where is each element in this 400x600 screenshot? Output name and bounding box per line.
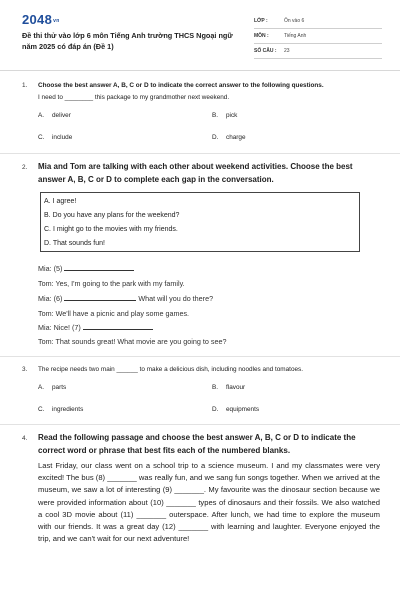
logo-suffix: vn	[53, 17, 60, 24]
option-letter: D.	[44, 240, 51, 247]
meta-row-count	[254, 44, 382, 59]
option-letter: A.	[44, 198, 51, 205]
question-number: 3.	[22, 366, 28, 373]
dialogue-text: Tom: Yes, I'm going to the park with my family.	[38, 279, 185, 288]
dialogue-line	[38, 323, 153, 332]
dialogue-line	[38, 309, 189, 318]
meta-table	[254, 14, 382, 59]
dialogue-line	[38, 294, 213, 303]
option-d[interactable]: D. charge	[212, 134, 246, 141]
question-instruction: Mia and Tom are talking with each other about weekend activities. Choose the best answer A, B, C or D to complete each gap in the conversation.	[38, 162, 353, 184]
dialogue-line	[38, 264, 134, 273]
meta-value: 23	[284, 48, 290, 54]
logo-text: 2048	[22, 12, 53, 27]
question-number: 2.	[22, 164, 28, 171]
document-title: Đề thi thử vào lớp 6 môn Tiếng Anh trường THCS Ngoại ngữ năm 2025 có đáp án (Đề 1)	[22, 31, 233, 51]
question-number: 1.	[22, 82, 28, 89]
option-a[interactable]: A. deliver	[38, 112, 71, 119]
option-letter: B.	[44, 212, 51, 219]
answer-blank[interactable]	[64, 264, 134, 271]
answer-blank[interactable]	[64, 294, 136, 301]
option-text: I might go to the movies with my friends.	[52, 226, 178, 233]
document-header	[0, 0, 400, 68]
site-logo[interactable]	[22, 12, 60, 27]
question-stem: I need to ________ this package to my grandmother next weekend.	[38, 94, 230, 101]
dialogue-text: Tom: We'll have a picnic and play some games.	[38, 309, 190, 318]
option-text: flavour	[226, 384, 246, 391]
question-divider	[0, 153, 400, 154]
question-number: 4.	[22, 435, 28, 442]
meta-row-class	[254, 14, 382, 29]
meta-value: Ôn vào 6	[284, 18, 305, 24]
reading-passage: Last Friday, our class went on a school trip to a science museum. I and my classmates were very excited! The bus (8) _______ was really fun, and we sang fun songs together. When we arrived at the museum, we saw a lot of interesting (9) _______. My favourite was the dinosaur section because we were provided information about (10) _______ types of dinosaurs and their fossils. We also watched a cool 3D movie about (11) _______ outerspace. After lunch, we had time to explore the museum with our friends. It was a great day (12) _______ with learning and laughter. Everyone enjoyed the trip, and we can't wait for our next adventure!	[38, 461, 380, 544]
dialogue-line	[38, 279, 185, 288]
option-b[interactable]: B. pick	[212, 112, 238, 119]
meta-key: SỐ CÂU :	[254, 48, 277, 54]
box-option-d[interactable]	[44, 237, 356, 251]
box-option-c[interactable]	[44, 223, 356, 237]
dialogue-text: Mia: (6)	[38, 294, 65, 303]
dialogue-text: Mia: Nice! (7)	[38, 323, 83, 332]
question-instruction: Read the following passage and choose the best answer A, B, C or D to indicate the correct word or phrase that best fits each of the numbered blanks.	[38, 433, 356, 455]
option-text: charge	[226, 134, 246, 141]
option-c[interactable]: C. include	[38, 134, 73, 141]
answer-blank[interactable]	[83, 323, 153, 330]
meta-key: LỚP :	[254, 18, 268, 24]
option-text: parts	[52, 384, 67, 391]
dialogue-text: What will you do there?	[136, 294, 214, 303]
meta-value: Tiếng Anh	[284, 33, 307, 39]
option-text: I agree!	[52, 198, 77, 205]
dialogue-line	[38, 337, 226, 346]
option-text: equipments	[226, 406, 260, 413]
option-d[interactable]: D. equipments	[212, 406, 260, 413]
option-a[interactable]: A. parts	[38, 384, 67, 391]
question-instruction: Choose the best answer A, B, C or D to indicate the correct answer to the following questions.	[38, 82, 324, 89]
header-divider	[0, 70, 400, 71]
option-text: That sounds fun!	[52, 240, 105, 247]
box-option-a[interactable]	[44, 195, 356, 209]
dialogue-text: Tom: That sounds great! What movie are you going to see?	[38, 337, 227, 346]
options-box	[40, 192, 360, 252]
option-c[interactable]: C. ingredients	[38, 406, 84, 413]
dialogue-text: Mia: (5)	[38, 264, 65, 273]
option-text: Do you have any plans for the weekend?	[52, 212, 180, 219]
question-divider	[0, 424, 400, 425]
option-text: pick	[226, 112, 238, 119]
option-text: deliver	[52, 112, 71, 119]
option-b[interactable]: B. flavour	[212, 384, 246, 391]
option-text: include	[52, 134, 73, 141]
question-divider	[0, 356, 400, 357]
box-option-b[interactable]	[44, 209, 356, 223]
option-letter: C.	[44, 226, 51, 233]
question-stem: The recipe needs two main ______ to make a delicious dish, including noodles and tomatoes.	[38, 366, 304, 373]
option-text: ingredients	[52, 406, 84, 413]
meta-row-subject	[254, 29, 382, 44]
meta-key: MÔN :	[254, 33, 269, 39]
